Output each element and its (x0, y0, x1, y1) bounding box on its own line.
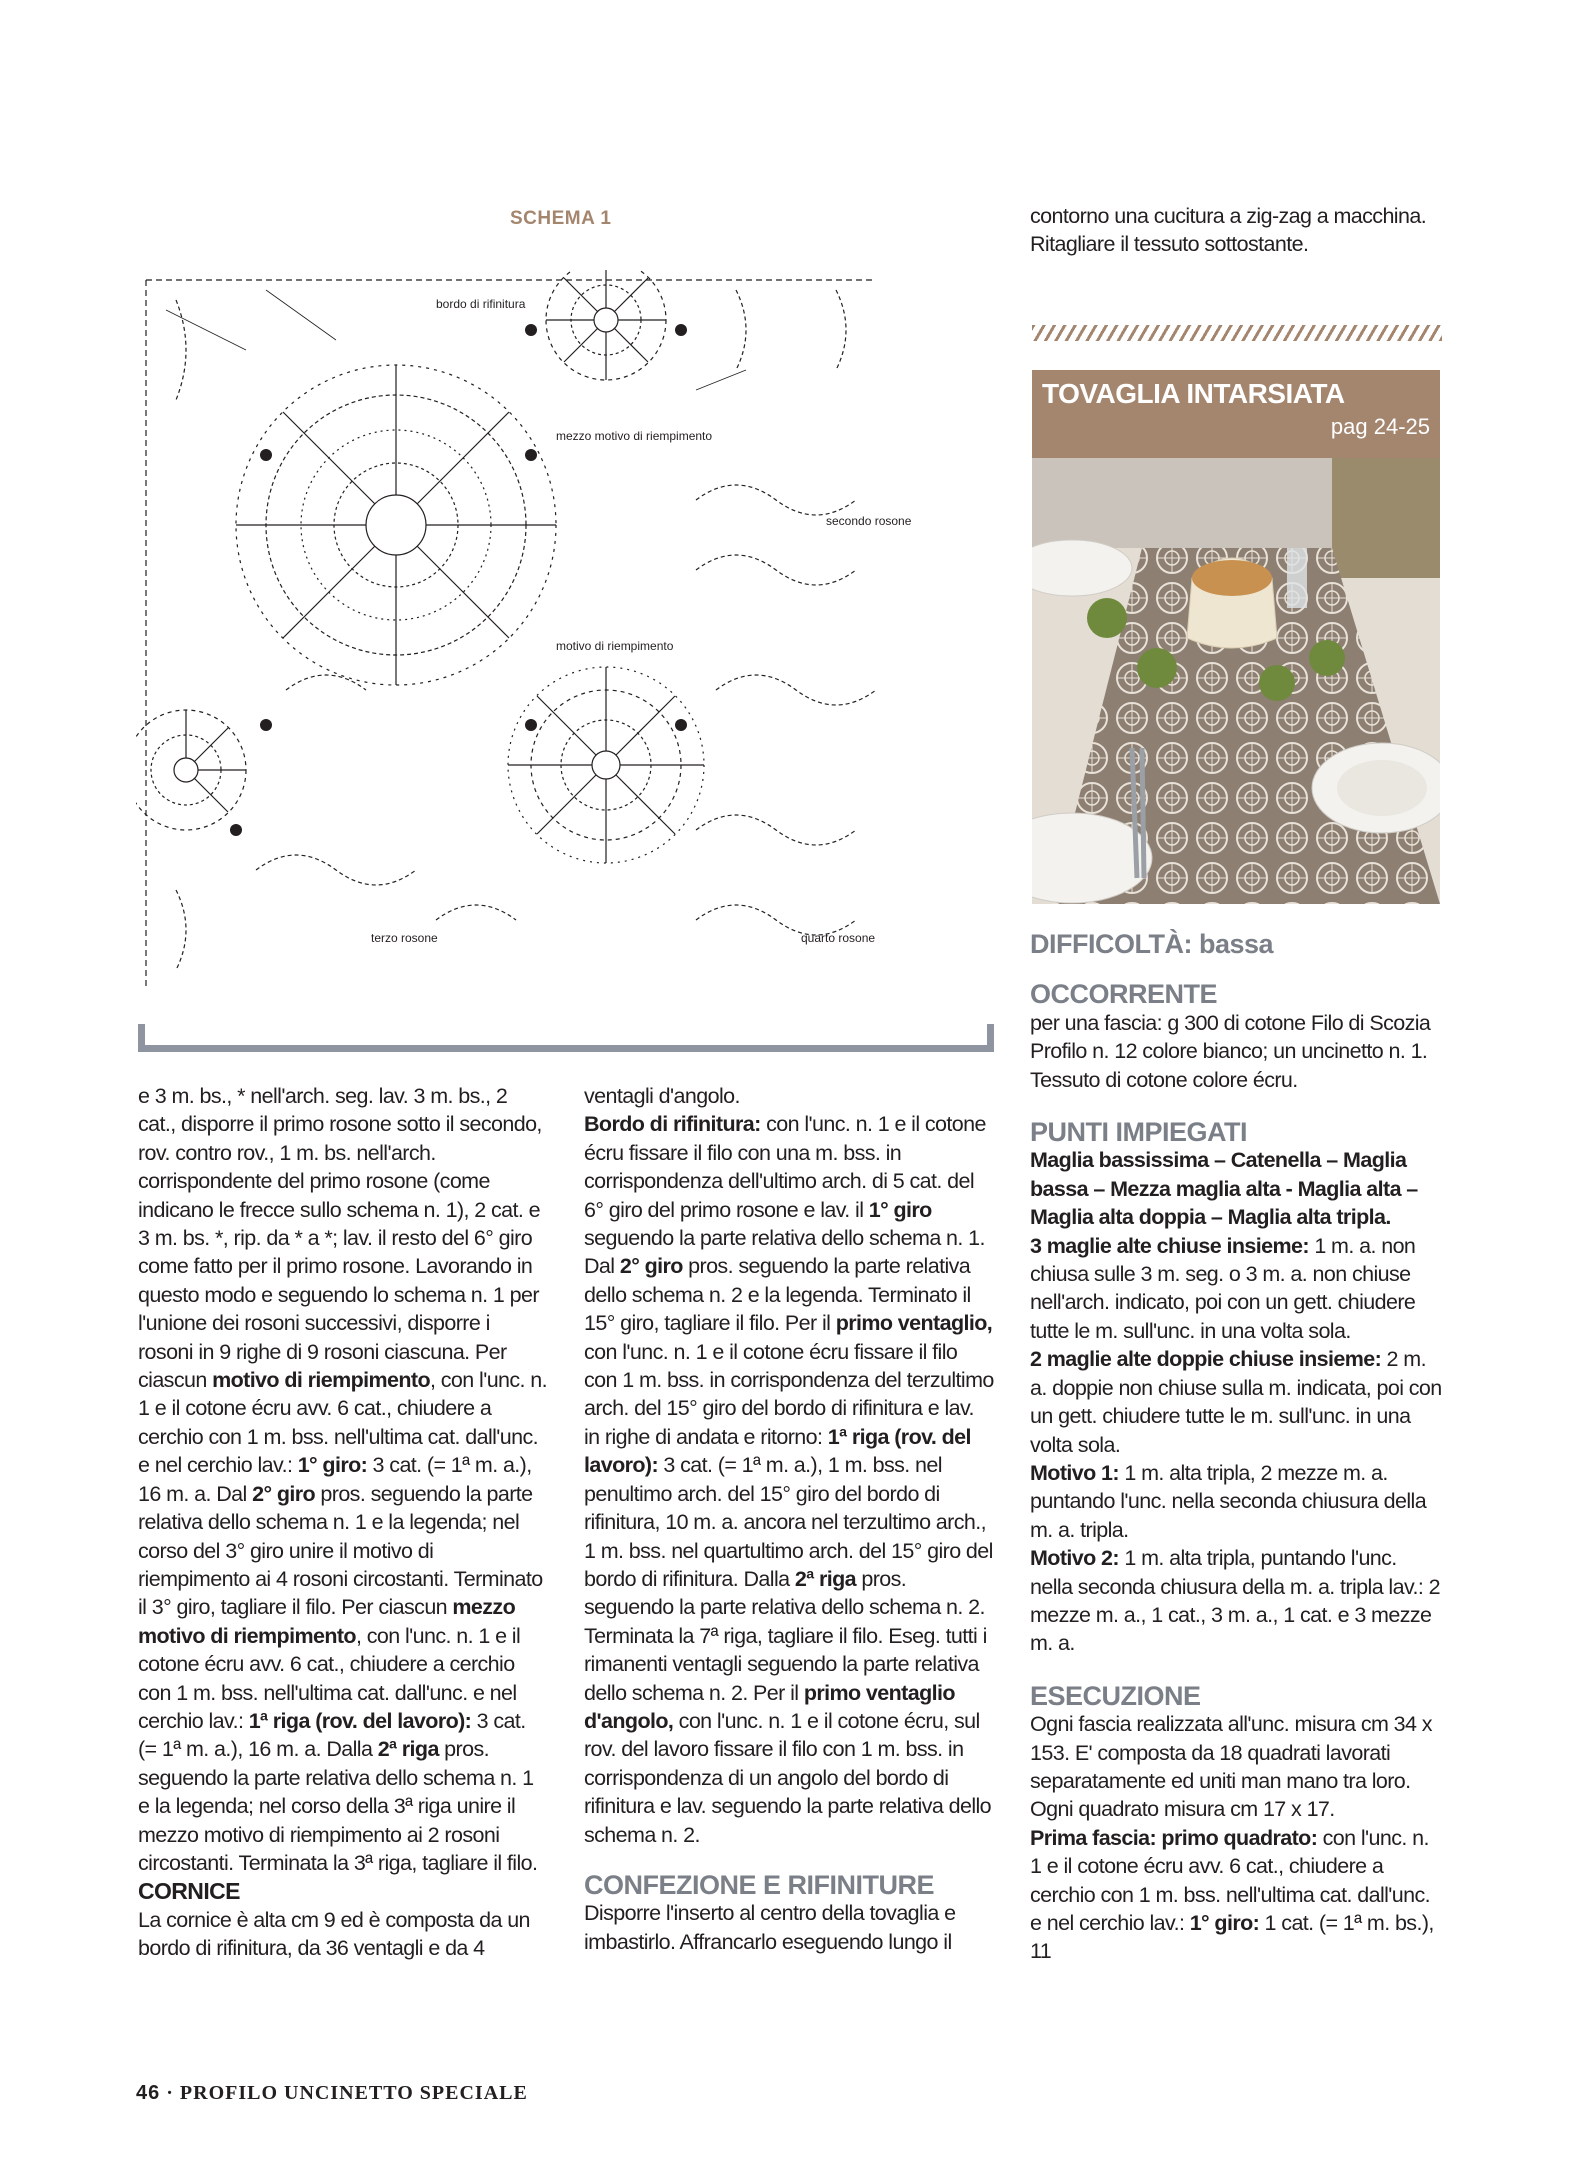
label-mezzo: mezzo motivo di riempimento (556, 429, 713, 443)
column-2 (584, 1082, 994, 1956)
label-terzo: terzo rosone (371, 931, 438, 945)
confezione-text: Disporre l'inserto al centro della tovaglia e imbastirlo. Affrancarlo eseguendo lungo il (584, 1901, 956, 1954)
label-bordo: bordo di rifinitura (436, 297, 526, 311)
punti-heading: PUNTI IMPIEGATI (1030, 1117, 1248, 1148)
col3-top-text: contorno una cucitura a zig-zag a macchina. Ritagliare il tessuto sottostante. (1030, 204, 1427, 257)
cornice-text: La cornice è alta cm 9 ed è composta da un bordo di rifinitura, da 36 ventagli e da 4 (138, 1907, 530, 1961)
footer-separator: · (166, 2082, 174, 2104)
page-number: 46 (136, 2082, 161, 2104)
difficulty: DIFFICOLTÀ: bassa (1030, 929, 1274, 959)
column-3-main (1030, 930, 1443, 1966)
magazine-title: PROFILO UNCINETTO SPECIALE (179, 2082, 528, 2104)
motivo-2: Motivo 2: 1 m. alta tripla, puntando l'unc. nella seconda chiusura della m. a. tripla lav.: 2 mezze m. a., 1 cat., 3 m. a., 1 cat. e 3 mezze m. a. (1030, 1546, 1440, 1656)
label-secondo: secondo rosone (826, 514, 912, 528)
project-title-box (1032, 370, 1440, 458)
first-rosone (236, 365, 556, 685)
prima-fascia: Prima fascia: primo quadrato: con l'unc. n. 1 e il cotone écru avv. 6 cat., chiudere a cerchio con 1 m. bss. nell'ultima cat. dall'unc. e nel cerchio lav.: 1° giro: 1 cat. (= 1ª m. bs.), 11 (1030, 1825, 1434, 1964)
fourth-rosone (508, 667, 704, 863)
column-3-top (1030, 202, 1443, 259)
punto-2-maglie: 2 maglie alte doppie chiuse insieme: 2 m. a. doppie non chiuse sulla m. indicata, poi con un gett. chiudere tutte le m. sull'unc. in una volta sola. (1030, 1347, 1442, 1457)
motivo-1: Motivo 1: 1 m. alta tripla, 2 mezze m. a. puntando l'unc. nella seconda chiusura della m. a. tripla. (1030, 1460, 1427, 1542)
diagram-frame (138, 1024, 994, 1052)
label-motivo: motivo di riempimento (556, 639, 674, 653)
project-title: TOVAGLIA INTARSIATA (1042, 378, 1345, 409)
esecuzione-text: Ogni fascia realizzata all'unc. misura cm 34 x 153. E' composta da 18 quadrati lavorati separatamente ed uniti man mano tra loro. Ogni quadrato misura cm 17 x 17. (1030, 1712, 1432, 1822)
tablecloth-photo (1032, 458, 1440, 904)
column-1 (138, 1082, 548, 1963)
page-footer (136, 2082, 528, 2105)
label-quarto: quarto rosone (801, 931, 876, 945)
stripe-divider (1032, 325, 1442, 341)
esecuzione-heading: ESECUZIONE (1030, 1680, 1201, 1711)
crochet-diagram (136, 270, 996, 1030)
col2-intro: ventagli d'angolo. (584, 1084, 740, 1108)
second-rosone (546, 270, 666, 380)
confezione-heading: CONFEZIONE E RIFINITURE (584, 1869, 935, 1900)
schema-title: SCHEMA 1 (510, 208, 612, 229)
punto-3-maglie: 3 maglie alte chiuse insieme: 1 m. a. non chiusa sulle 3 m. seg. o 3 m. a. non chiuse nell'arch. indicato, poi con un gett. chiudere tutte le m. sull'unc. in una volta sola. (1030, 1233, 1416, 1343)
third-rosone (136, 710, 246, 830)
occorrente-heading: OCCORRENTE (1030, 979, 1218, 1010)
punti-list: Maglia bassissima – Catenella – Maglia bassa – Mezza maglia alta - Maglia alta – Maglia alta doppia – Maglia alta tripla. (1030, 1148, 1418, 1230)
col1-paragraph: e 3 m. bs., * nell'arch. seg. lav. 3 m. bs., 2 cat., disporre il primo rosone sotto il secondo, rov. contro rov., 1 m. bs. nell'arch. corrispondente del primo rosone (come indicano le frecce sullo schema n. 1), 2 cat. e 3 m. bs. *, rip. da * a *; lav. il resto del 6° giro come fatto per il primo rosone. Lavorando in questo modo e seguendo lo schema n. 1 per l'unione dei rosoni successivi, disporre i rosoni in 9 righe di 9 rosoni ciascuna. Per ciascun motivo di riempimento, con l'unc. n. 1 e il cotone écru avv. 6 cat., chiudere a cerchio con 1 m. bss. nell'ultima cat. dall'unc. e nel cerchio lav.: 1° giro: 3 cat. (= 1ª m. a.), 16 m. a. Dal 2° giro pros. seguendo la parte relativa dello schema n. 1 e la legenda; nel corso del 3° giro unire il motivo di riempimento ai 4 rosoni circostanti. Terminato il 3° giro, tagliare il filo. Per ciascun mezzo motivo di riempimento, con l'unc. n. 1 e il cotone écru avv. 6 cat., chiudere a cerchio con 1 m. bss. nell'ultima cat. dall'unc. e nel cerchio lav.: 1ª riga (rov. del lavoro): 3 cat. (= 1ª m. a.), 16 m. a. Dalla 2ª riga pros. seguendo la parte relativa dello schema n. 1 e la legenda; nel corso della 3ª riga unire il mezzo motivo di riempimento ai 2 rosoni circostanti. Terminata la 3ª riga, tagliare il filo. (138, 1084, 548, 1875)
cornice-heading: CORNICE (138, 1878, 240, 1905)
occorrente-text: per una fascia: g 300 di cotone Filo di Scozia Profilo n. 12 colore bianco; un uncinetto n. 1. Tessuto di cotone colore écru. (1030, 1010, 1431, 1092)
bordo-paragraph: Bordo di rifinitura: con l'unc. n. 1 e il cotone écru fissare il filo con una m. bss. in corrispondenza dell'ultimo arch. di 5 cat. del 6° giro del primo rosone e lav. il 1° giro seguendo la parte relativa dello schema n. 1. Dal 2° giro pros. seguendo la parte relativa dello schema n. 2 e la legenda. Terminato il 15° giro, tagliare il filo. Per il primo ventaglio, con l'unc. n. 1 e il cotone écru fissare il filo con 1 m. bss. in corrispondenza del terzultimo arch. del 15° giro del bordo di rifinitura e lav. in righe di andata e ritorno: 1ª riga (rov. del lavoro): 3 cat. (= 1ª m. a.), 1 m. bss. nel penultimo arch. del 15° giro del bordo di rifinitura, 10 m. a. ancora nel terzultimo arch., 1 m. bss. nel quartultimo arch. del 15° giro del bordo di rifinitura. Dalla 2ª riga pros. seguendo la parte relativa dello schema n. 2. Terminata la 7ª riga, tagliare il filo. Eseg. tutti i rimanenti ventagli seguendo la parte relativa dello schema n. 2. Per il primo ventaglio d'angolo, con l'unc. n. 1 e il cotone écru, sul rov. del lavoro fissare il filo con 1 m. bss. in corrispondenza di un angolo del bordo di rifinitura e lav. seguendo la parte relativa dello schema n. 2. (584, 1112, 994, 1847)
project-pages: pag 24-25 (1330, 414, 1430, 439)
